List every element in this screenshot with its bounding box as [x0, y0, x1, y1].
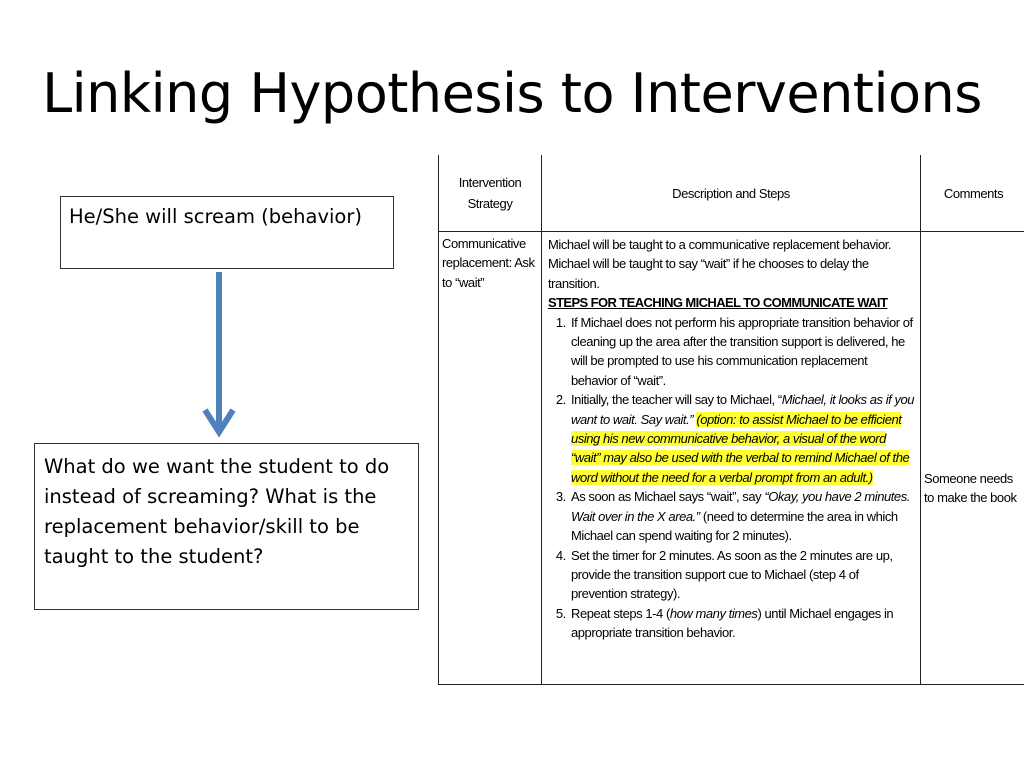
behavior-box: He/She will scream (behavior) — [60, 196, 394, 269]
comments-text: Someone needs to make the book — [924, 470, 1017, 505]
step-5-italic: how many times — [669, 605, 758, 621]
replacement-question-box: What do we want the student to do instead of screaming? What is the replacement behavior/skill to be taught to the student? — [34, 443, 419, 610]
table-row — [439, 232, 1024, 685]
header-comments: Comments — [921, 155, 1024, 232]
step-1: 1. If Michael does not perform his appropriate transition behavior of cleaning up the area after the transition support is delivered, he will be prompted to use his communication replacement behavior of “wait”. — [569, 313, 916, 391]
comments-cell — [921, 232, 1024, 685]
down-arrow-icon — [199, 272, 239, 440]
step-2-text: Initially, the teacher will say to Michael, “ — [571, 392, 782, 408]
slide-title: Linking Hypothesis to Interventions — [42, 62, 982, 125]
strategy-cell: Communicative replacement: Ask to “wait” — [439, 232, 542, 685]
step-3-italic: “Okay, you have 2 minutes. Wait over in the X area.” — [571, 489, 910, 524]
description-cell — [542, 232, 921, 685]
table-header-row — [439, 155, 1024, 232]
step-2 — [569, 390, 916, 487]
description-intro: Michael will be taught to a communicative replacement behavior. Michael will be taught to say “wait” if he chooses to delay the transition. — [548, 237, 892, 291]
steps-list — [548, 313, 916, 643]
step-2-highlight: (option: to assist Michael to be efficient using his new communicative behavior, a visual of the word “wait” may also be used with the verbal to remind Michael of the word without the need for a verbal prompt from an adult.) — [571, 411, 910, 485]
step-3-text: As soon as Michael says “wait”, say — [571, 489, 765, 505]
step-3 — [569, 487, 916, 545]
header-strategy: Intervention Strategy — [439, 155, 542, 232]
step-4: 4. Set the timer for 2 minutes. As soon as the 2 minutes are up, provide the transition support cue to Michael (step 4 of prevention strategy). — [569, 546, 916, 604]
intervention-table — [438, 155, 1024, 685]
intervention-table-image — [438, 155, 1017, 685]
step-2-italic: Michael, it looks as if you want to wait. Say wait.” — [571, 392, 915, 427]
header-description: Description and Steps — [542, 155, 921, 232]
step-5-text: Repeat steps 1-4 ( — [571, 605, 670, 621]
step-5 — [569, 604, 916, 643]
step-3-note: (need to determine the area in which Michael can spend waiting for 2 minutes). — [571, 508, 898, 544]
step-5-end: ) until Michael engages in appropriate transition behavior. — [571, 605, 894, 641]
steps-title: STEPS FOR TEACHING MICHAEL TO COMMUNICATE WAIT — [548, 295, 888, 311]
